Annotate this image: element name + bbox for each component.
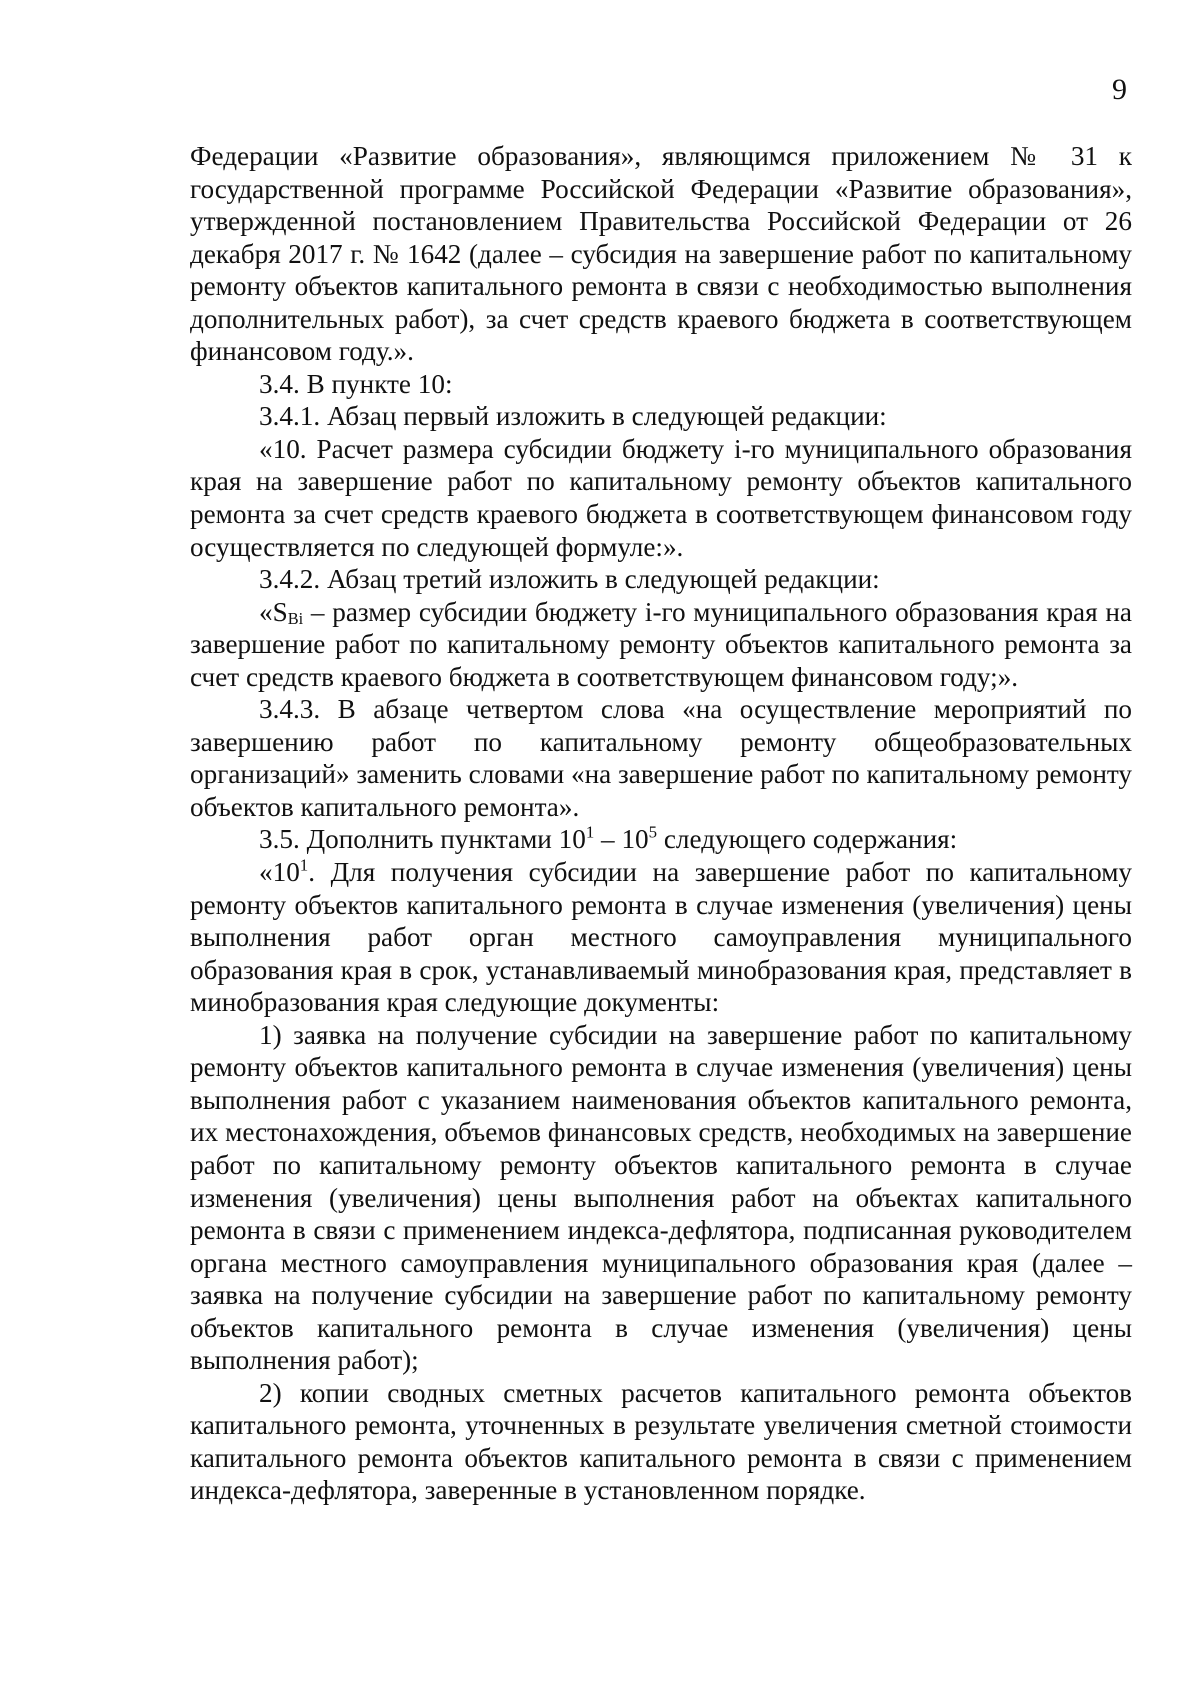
point-10-1-text-b: . Для получения субсидии на завершение работ по капитальному ремонту объектов капитального ремонта в случае изменения (увеличения) цены выполнения работ орган местного самоуправления муниципального образования края в срок, устанавливаемый минобразования края, представляет в минобразования края следующие документы: — [190, 857, 1132, 1018]
paragraph-list-item-1: 1) заявка на получение субсидии на завершение работ по капитальному ремонту объектов капитального ремонта в случае изменения (увеличения) цены выполнения работ с указанием наименования объектов капитального ремонта, их местонахождения, объемов финансовых средств, необходимых на завершение работ по капитальному ремонту объектов капитального ремонта в случае изменения (увеличения) цены выполнения работ на объектах капитального ремонта в связи с применением индекса-дефлятора, подписанная руководителем органа местного самоуправления муниципального образования края (далее – заявка на получение субсидии на завершение работ по капитальному ремонту объектов капитального ремонта в случае изменения (увеличения) цены выполнения работ); — [190, 1019, 1132, 1376]
paragraph-list-item-2: 2) копии сводных сметных расчетов капитального ремонта объектов капитального ремонта, уточненных в результате увеличения сметной стоимости капитального ремонта объектов капитального ремонта в связи с применением индекса-дефлятора, заверенные в установленном порядке. — [190, 1377, 1132, 1506]
paragraph-item-3-5 — [190, 823, 1132, 856]
paragraph-continuation: Федерации «Развитие образования», являющимся приложением № 31 к государственной программе Российской Федерации «Развитие образования», утвержденной постановлением Правительства Российской Федерации от 26 декабря 2017 г. № 1642 (далее – субсидия на завершение работ по капитальному ремонту объектов капитального ремонта в связи с необходимостью выполнения дополнительных работ), за счет средств краевого бюджета в соответствующем финансовом году.». — [190, 141, 1132, 367]
point-10-1-text-a: «10 — [259, 857, 300, 888]
paragraph-item-3-4: 3.4. В пункте 10: — [259, 368, 453, 399]
superscript-1: 1 — [299, 855, 309, 875]
paragraph-quote-sbi — [190, 596, 1132, 694]
paragraph-quote-point-10: «10. Расчет размера субсидии бюджету i-го муниципального образования края на завершение работ по капитальному ремонту объектов капитального ремонта за счет средств краевого бюджета в соответствующем финансовом году осуществляется по следующей формуле:». — [190, 433, 1132, 562]
sbi-open: «S — [259, 596, 288, 627]
item-3-5-text-a: 3.5. Дополнить пунктами 10 — [259, 824, 586, 855]
item-3-5-text-b: – 10 — [594, 824, 649, 855]
paragraph-item-3-4-1: 3.4.1. Абзац первый изложить в следующей редакции: — [259, 401, 887, 432]
sbi-subscript: Bi — [287, 608, 304, 628]
paragraph-item-3-4-3: 3.4.3. В абзаце четвертом слова «на осуществление мероприятий по завершению работ по капитальному ремонту общеобразовательных организаций» заменить словами «на завершение работ по капитальному ремонту объектов капитального ремонта». — [190, 694, 1132, 822]
document-body — [190, 140, 1132, 1507]
paragraph-quote-point-10-1 — [190, 856, 1132, 1019]
sbi-rest: – размер субсидии бюджету i-го муниципального образования края на завершение работ по капитальному ремонту объектов капитального ремонта за счет средств краевого бюджета в соответствующем финансовом году;». — [190, 596, 1132, 692]
item-3-5-text-c: следующего содержания: — [657, 824, 958, 855]
page-number: 9 — [1112, 73, 1127, 106]
superscript-1: 1 — [585, 823, 595, 843]
paragraph-item-3-4-2: 3.4.2. Абзац третий изложить в следующей редакции: — [259, 564, 880, 595]
superscript-5: 5 — [648, 823, 658, 843]
